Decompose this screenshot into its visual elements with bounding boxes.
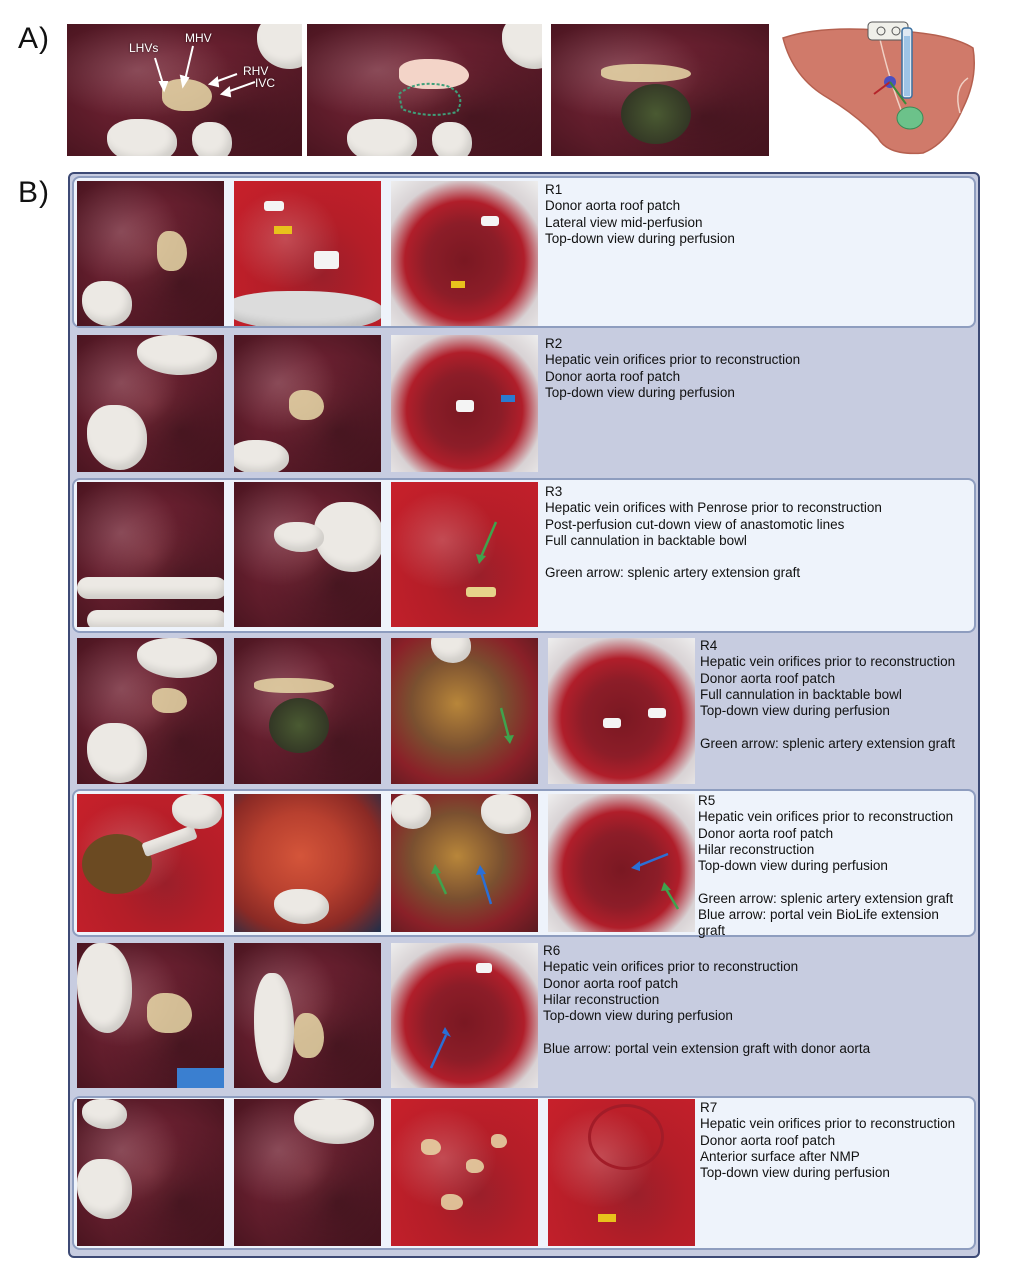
r7-photo-4 (548, 1099, 695, 1246)
r4-photo-3 (391, 638, 538, 784)
r1-photo-1 (77, 181, 224, 326)
arrow-icons (548, 794, 695, 932)
r7-photo-3 (391, 1099, 538, 1246)
panel-a-label: A) (18, 22, 50, 55)
panel-a-photo-1 (67, 24, 302, 156)
r2-caption (545, 336, 800, 401)
r6-line: Hilar reconstruction (543, 991, 660, 1007)
r5-caption (698, 793, 953, 940)
r5-photo-1 (77, 794, 224, 932)
r6-line: Top-down view during perfusion (543, 1008, 733, 1024)
r3-line: Post-perfusion cut-down view of anastomotic lines (545, 516, 845, 532)
r3-photo-1 (77, 482, 224, 627)
r1-line: Lateral view mid-perfusion (545, 214, 703, 230)
r2-line: Hepatic vein orifices prior to reconstruction (545, 352, 801, 368)
r7-caption (700, 1100, 955, 1181)
panel-a-photo-3 (551, 24, 769, 156)
green-arrow-icon (391, 482, 538, 627)
r5-line: Top-down view during perfusion (698, 858, 888, 874)
r3-line: Hepatic vein orifices with Penrose prior to reconstruction (545, 500, 882, 516)
r6-photo-3 (391, 943, 538, 1088)
blue-arrow-icon (391, 943, 538, 1088)
r6-line: Donor aorta roof patch (543, 975, 679, 991)
r7-photo-1 (77, 1099, 224, 1246)
r2-photo-1 (77, 335, 224, 472)
ivc-label: IVC (255, 76, 276, 90)
r4-line: Donor aorta roof patch (700, 670, 836, 686)
r3-photo-3 (391, 482, 538, 627)
green-arrow-icon (391, 638, 538, 784)
r7-line: Donor aorta roof patch (700, 1132, 836, 1148)
r4-line: Full cannulation in backtable bowl (700, 686, 902, 702)
r6-photo-1 (77, 943, 224, 1088)
r4-caption (700, 638, 955, 752)
r5-photo-3 (391, 794, 538, 932)
r4-id: R4 (700, 638, 718, 653)
r4-arrow-note: Green arrow: splenic artery extension graft (700, 735, 956, 751)
r5-line: Donor aorta roof patch (698, 825, 834, 841)
r5-line: Hilar reconstruction (698, 841, 815, 857)
r1-photo-2 (234, 181, 381, 326)
lhvs-label: LHVs (129, 41, 159, 55)
liver-diagram (778, 18, 980, 158)
r6-id: R6 (543, 943, 561, 958)
r7-id: R7 (700, 1100, 718, 1115)
r1-line: Top-down view during perfusion (545, 230, 735, 246)
r3-caption (545, 484, 882, 582)
r1-photo-3 (391, 181, 538, 326)
r2-photo-3 (391, 335, 538, 472)
r2-id: R2 (545, 336, 563, 351)
r3-arrow-note: Green arrow: splenic artery extension graft (545, 565, 801, 581)
r6-arrow-note: Blue arrow: portal vein extension graft with donor aorta (543, 1040, 871, 1056)
r6-line: Hepatic vein orifices prior to reconstruction (543, 959, 799, 975)
r6-caption (543, 943, 870, 1057)
r3-id: R3 (545, 484, 563, 499)
rhv-label: RHV (243, 64, 269, 78)
panel-b-label: B) (18, 176, 50, 209)
r5-arrow-note: Blue arrow: portal vein BioLife extension (698, 907, 939, 923)
r2-line: Donor aorta roof patch (545, 368, 681, 384)
r5-id: R5 (698, 793, 716, 808)
r4-line: Hepatic vein orifices prior to reconstruction (700, 654, 956, 670)
r2-line: Top-down view during perfusion (545, 384, 735, 400)
r2-photo-2 (234, 335, 381, 472)
r5-line: Hepatic vein orifices prior to reconstruction (698, 809, 954, 825)
r7-line: Hepatic vein orifices prior to reconstruction (700, 1116, 956, 1132)
r4-line: Top-down view during perfusion (700, 703, 890, 719)
r6-photo-2 (234, 943, 381, 1088)
mhv-label: MHV (185, 31, 212, 45)
r7-photo-2 (234, 1099, 381, 1246)
r4-photo-2 (234, 638, 381, 784)
r3-photo-2 (234, 482, 381, 627)
r3-line: Full cannulation in backtable bowl (545, 532, 747, 548)
r4-photo-1 (77, 638, 224, 784)
r5-arrow-note: Green arrow: splenic artery extension graft (698, 890, 954, 906)
r5-photo-2 (234, 794, 381, 932)
r4-photo-4 (548, 638, 695, 784)
r1-line: Donor aorta roof patch (545, 198, 681, 214)
panel-a-photo-2 (307, 24, 542, 156)
r7-line: Top-down view during perfusion (700, 1165, 890, 1181)
arrow-icons (391, 794, 538, 932)
r1-caption (545, 182, 735, 247)
r1-id: R1 (545, 182, 563, 197)
r5-arrow-note: graft (698, 923, 726, 939)
r5-photo-4 (548, 794, 695, 932)
r7-line: Anterior surface after NMP (700, 1148, 860, 1164)
